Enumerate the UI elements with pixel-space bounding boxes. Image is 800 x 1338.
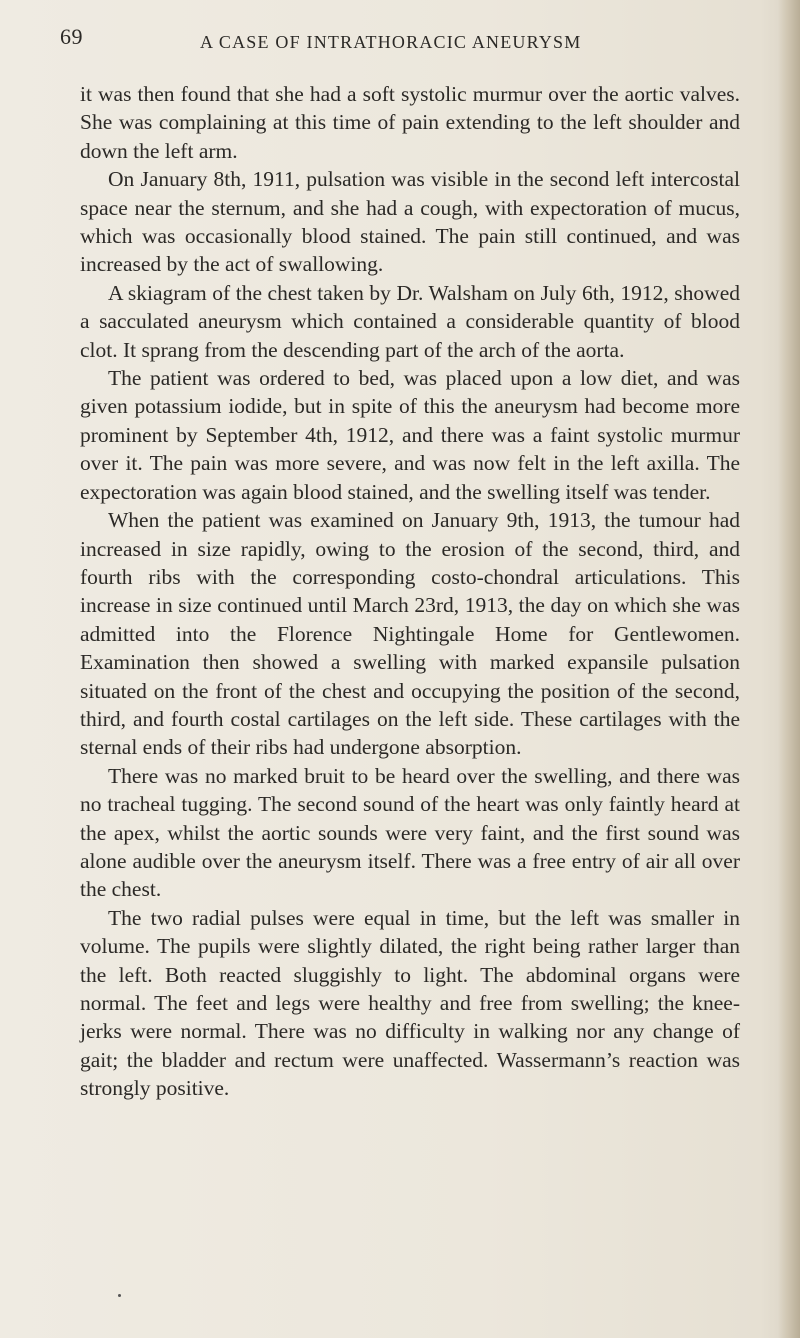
paragraph: When the patient was examined on January 9th, 1913, the tumour had increased in size rapidly, owing to the erosion of the second, third, and fourth ribs with the corresponding costo-chondral articulations. This increase in size continued until March 23rd, 1913, the day on which she was admitted into the Florence Nightingale Home for Gentlewomen. Examination then showed a swelling with marked expansile pulsation situated on the front of the chest and occupying the position of the second, third, and fourth costal cartilages on the left side. These cartilages with the sternal ends of their ribs had undergone absorption.	[80, 508, 740, 760]
paragraph: On January 8th, 1911, pulsation was visible in the second left intercostal space near the sternum, and she had a cough, with expectoration of mucus, which was occasionally blood stained. The pain still continued, and was increased by the act of swallowing.	[80, 167, 740, 277]
body-text	[80, 80, 740, 1103]
page-number: 69	[60, 24, 83, 49]
paragraph: it was then found that she had a soft systolic murmur over the aortic valves. She was complaining at this time of pain extending to the left shoulder and down the left arm.	[80, 82, 740, 163]
running-head: A CASE OF INTRATHORACIC ANEURYSM	[200, 32, 582, 52]
paragraph: A skiagram of the chest taken by Dr. Walsham on July 6th, 1912, showed a sacculated aneurysm which contained a considerable quantity of blood clot. It sprang from the descending part of the arch of the aorta.	[80, 280, 740, 362]
paragraph: The two radial pulses were equal in time, but the left was smaller in volume. The pupils were slightly dilated, the right being rather larger than the left. Both reacted sluggishly to light. The abdominal organs were normal. The feet and legs were healthy and free from swelling; the knee-jerks were normal. There was no difficulty in walking nor any change of gait; the bladder and rectum were unaffected. Wassermann’s reaction was strongly positive.	[80, 905, 740, 1101]
paragraph: The patient was ordered to bed, was placed upon a low diet, and was given potassium iodide, but in spite of this the aneurysm had become more prominent by September 4th, 1912, and there was a faint systolic murmur over it. The pain was more severe, and was now felt in the left axilla. The expectoration was again blood stained, and the swelling itself was tender.	[80, 366, 740, 504]
page-edge-shadow	[778, 0, 800, 1338]
print-speck	[118, 1294, 121, 1297]
paragraph: There was no marked bruit to be heard over the swelling, and there was no tracheal tugging. The second sound of the heart was only faintly heard at the apex, whilst the aortic sounds were very faint, and the first sound was alone audible over the aneurysm itself. There was a free entry of air all over the chest.	[80, 763, 740, 902]
